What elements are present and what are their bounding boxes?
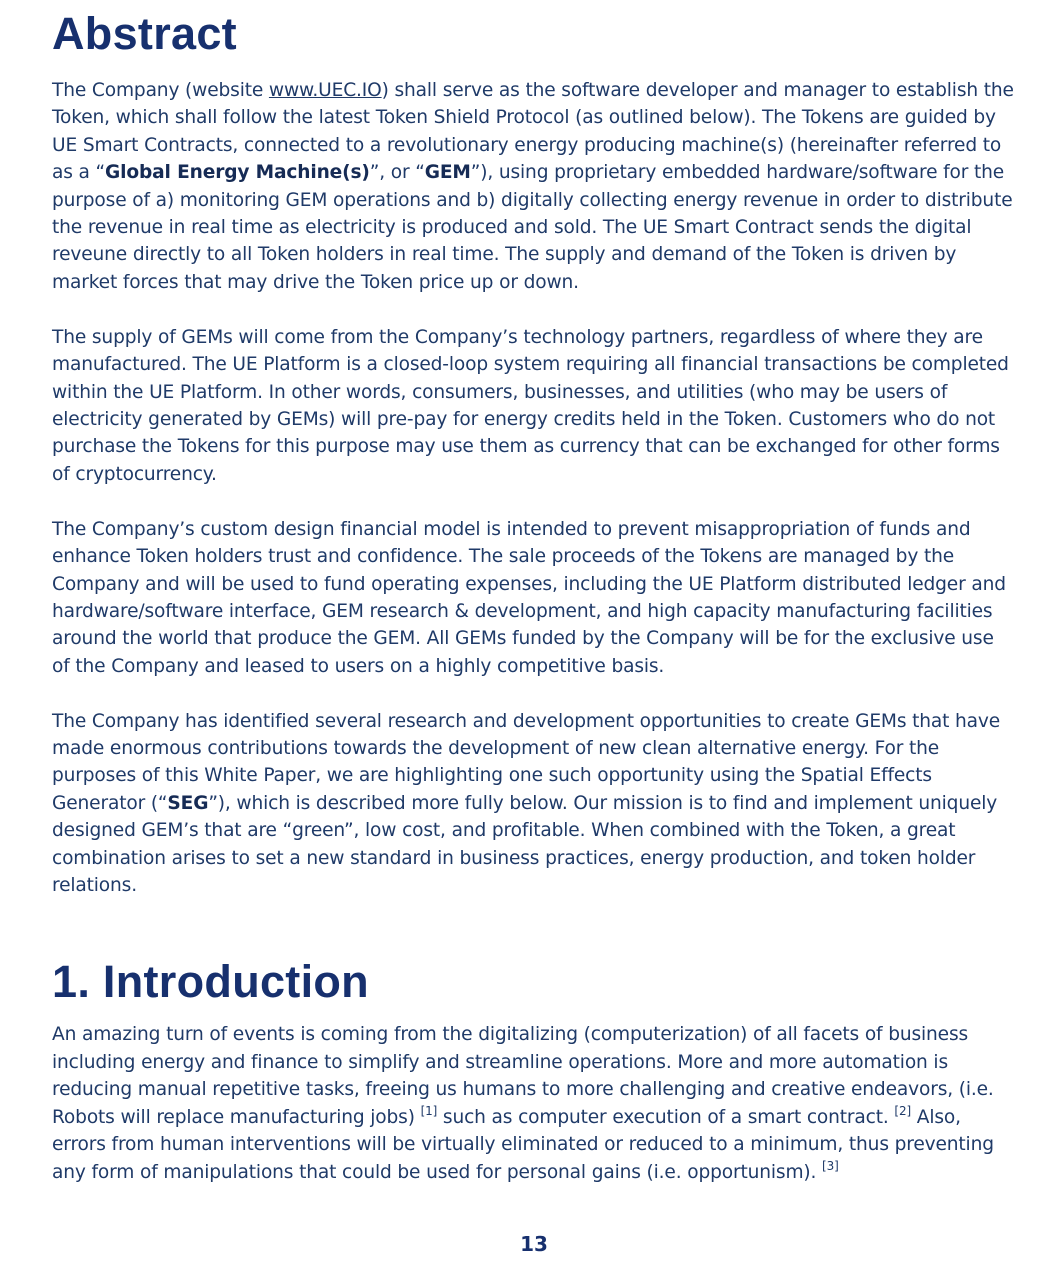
page-number: 13 — [520, 1232, 548, 1256]
text-run: The Company has identified several research and development opportunities to create GEMs that have made enormous contributions towards the development of new clean alternative energy. For the purposes of this White Paper, we are highlighting one such opportunity using the Spatial Effects Generator (“ — [52, 710, 1001, 814]
footnote-reference-2[interactable]: [2] — [894, 1103, 911, 1118]
text-run: An amazing turn of events is coming from the digitalizing (computerization) of all facets of business including energy and finance to simplify and streamline operations. More and more automation is reducing manual repetitive tasks, freeing us humans to more challenging and creative endeavors, (i.e. Robots will replace manufacturing jobs) — [52, 1024, 994, 1128]
abstract-paragraph-1 — [52, 77, 1014, 296]
introduction-paragraph — [52, 1021, 1014, 1185]
abstract-paragraph-4 — [52, 708, 1014, 900]
text-run: Also, errors from human interventions will be virtually eliminated or reduced to a minimum, thus preventing any form of manipulations that could be used for personal gains (i.e. opportunism). — [52, 1106, 994, 1183]
text-run: ”), using proprietary embedded hardware/software for the purpose of a) monitoring GEM operations and b) digitally collecting energy revenue in order to distribute the revenue in real time as electricity is produced and sold. The UE Smart Contract sends the digital reveune directly to all Token holders in real time. The supply and demand of the Token is driven by market forces that may drive the Token price up or down. — [52, 162, 1013, 293]
bold-term-gem: GEM — [424, 162, 471, 184]
introduction-heading: 1. Introduction — [52, 956, 369, 1008]
bold-term-seg: SEG — [167, 792, 209, 814]
text-run: such as computer execution of a smart contract. — [437, 1106, 895, 1128]
text-run: ”), which is described more fully below. Our mission is to find and implement uniquely designed GEM’s that are “green”, low cost, and profitable. When combined with the Token, a great combination arises to set a new standard in business practices, energy production, and token holder relations. — [52, 792, 998, 897]
text-run: The Company (website — [52, 80, 269, 101]
website-link[interactable]: www.UEC.IO — [268, 80, 382, 101]
abstract-paragraph-3: The Company’s custom design financial model is intended to prevent misappropriation of funds and enhance Token holders trust and confidence. The sale proceeds of the Tokens are managed by the Company and will be used to fund operating expenses, including the UE Platform distributed ledger and hardware/software interface, GEM research & development, and high capacity manufacturing facilities around the world that produce the GEM. All GEMs funded by the Company will be for the exclusive use of the Company and leased to users on a highly competitive basis. — [52, 518, 1006, 677]
introduction-body — [52, 1021, 1014, 1185]
abstract-paragraph-2: The supply of GEMs will come from the Company’s technology partners, regardless of where they are manufactured. The UE Platform is a closed-loop system requiring all financial transactions be completed within the UE Platform. In other words, consumers, businesses, and utilities (who may be users of electricity generated by GEMs) will pre-pay for energy credits held in the Token. Customers who do not purchase the Tokens for this purpose may use them as currency that can be exchanged for other forms of cryptocurrency. — [52, 326, 1009, 485]
document-page — [52, 0, 1014, 1186]
abstract-heading: Abstract — [52, 8, 237, 59]
footnote-reference-3[interactable]: [3] — [822, 1158, 839, 1173]
text-run: ) shall serve as the software developer and manager to establish the Token, which shall follow the latest Token Shield Protocol (as outlined below). The Tokens are guided by UE Smart Contracts, connected to a revolutionary energy producing machine(s) (hereinafter referred to as a “ — [52, 80, 1014, 184]
abstract-body — [52, 77, 1014, 899]
text-run: ”, or “ — [369, 162, 425, 184]
bold-term-global-energy-machine: Global Energy Machine(s) — [105, 162, 370, 184]
footnote-reference-1[interactable]: [1] — [420, 1103, 438, 1118]
